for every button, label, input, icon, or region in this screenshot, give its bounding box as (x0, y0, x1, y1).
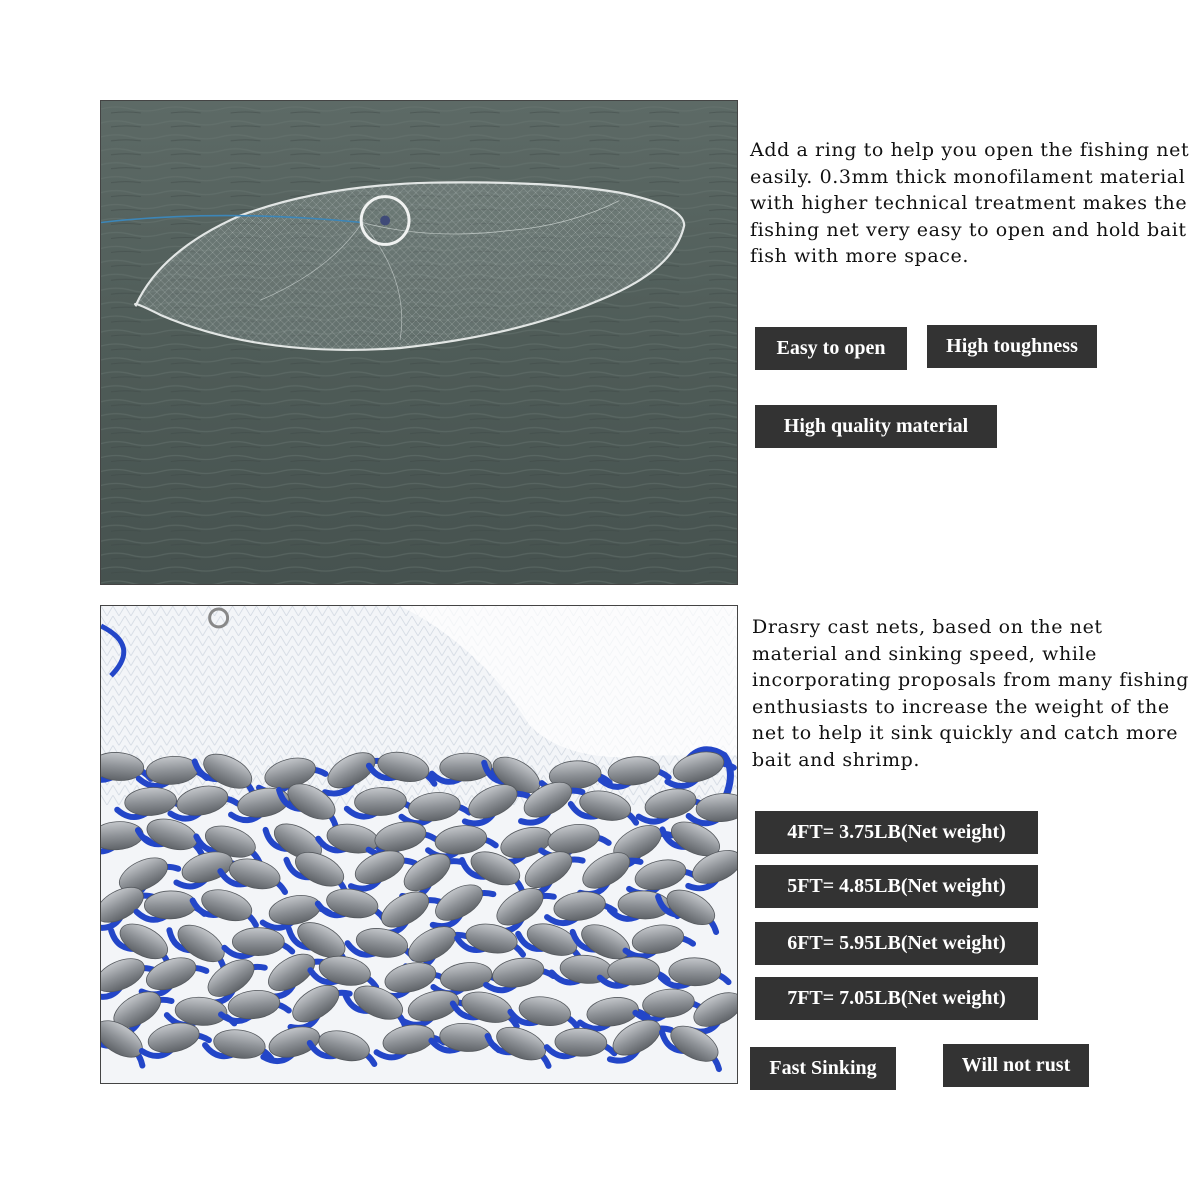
weight-4ft: 4FT= 3.75LB(Net weight) (755, 811, 1038, 854)
lead-sinkers-photo (100, 605, 738, 1084)
lead-sinkers-image (101, 606, 737, 1083)
top-description: Add a ring to help you open the fishing net easily. 0.3mm thick monofilament material with higher technical treatment makes the fishing net very easy to open and hold bait fish with more space. (750, 139, 1190, 268)
cast-net-on-water-photo (100, 100, 738, 585)
weight-6ft: 6FT= 5.95LB(Net weight) (755, 922, 1038, 965)
badge-high-quality-material: High quality material (755, 405, 997, 448)
badge-will-not-rust: Will not rust (943, 1044, 1089, 1087)
weight-7ft: 7FT= 7.05LB(Net weight) (755, 977, 1038, 1020)
cast-net-on-water-image (101, 101, 737, 584)
bottom-description: Drasry cast nets, based on the net material and sinking speed, while incorporating proposals from many fishing enthusiasts to increase the weight of the net to help it sink quickly and catch more bait and shrimp. (752, 616, 1190, 771)
badge-fast-sinking: Fast Sinking (750, 1047, 896, 1090)
badge-high-toughness: High toughness (927, 325, 1097, 368)
weight-5ft: 5FT= 4.85LB(Net weight) (755, 865, 1038, 908)
badge-easy-to-open: Easy to open (755, 327, 907, 370)
